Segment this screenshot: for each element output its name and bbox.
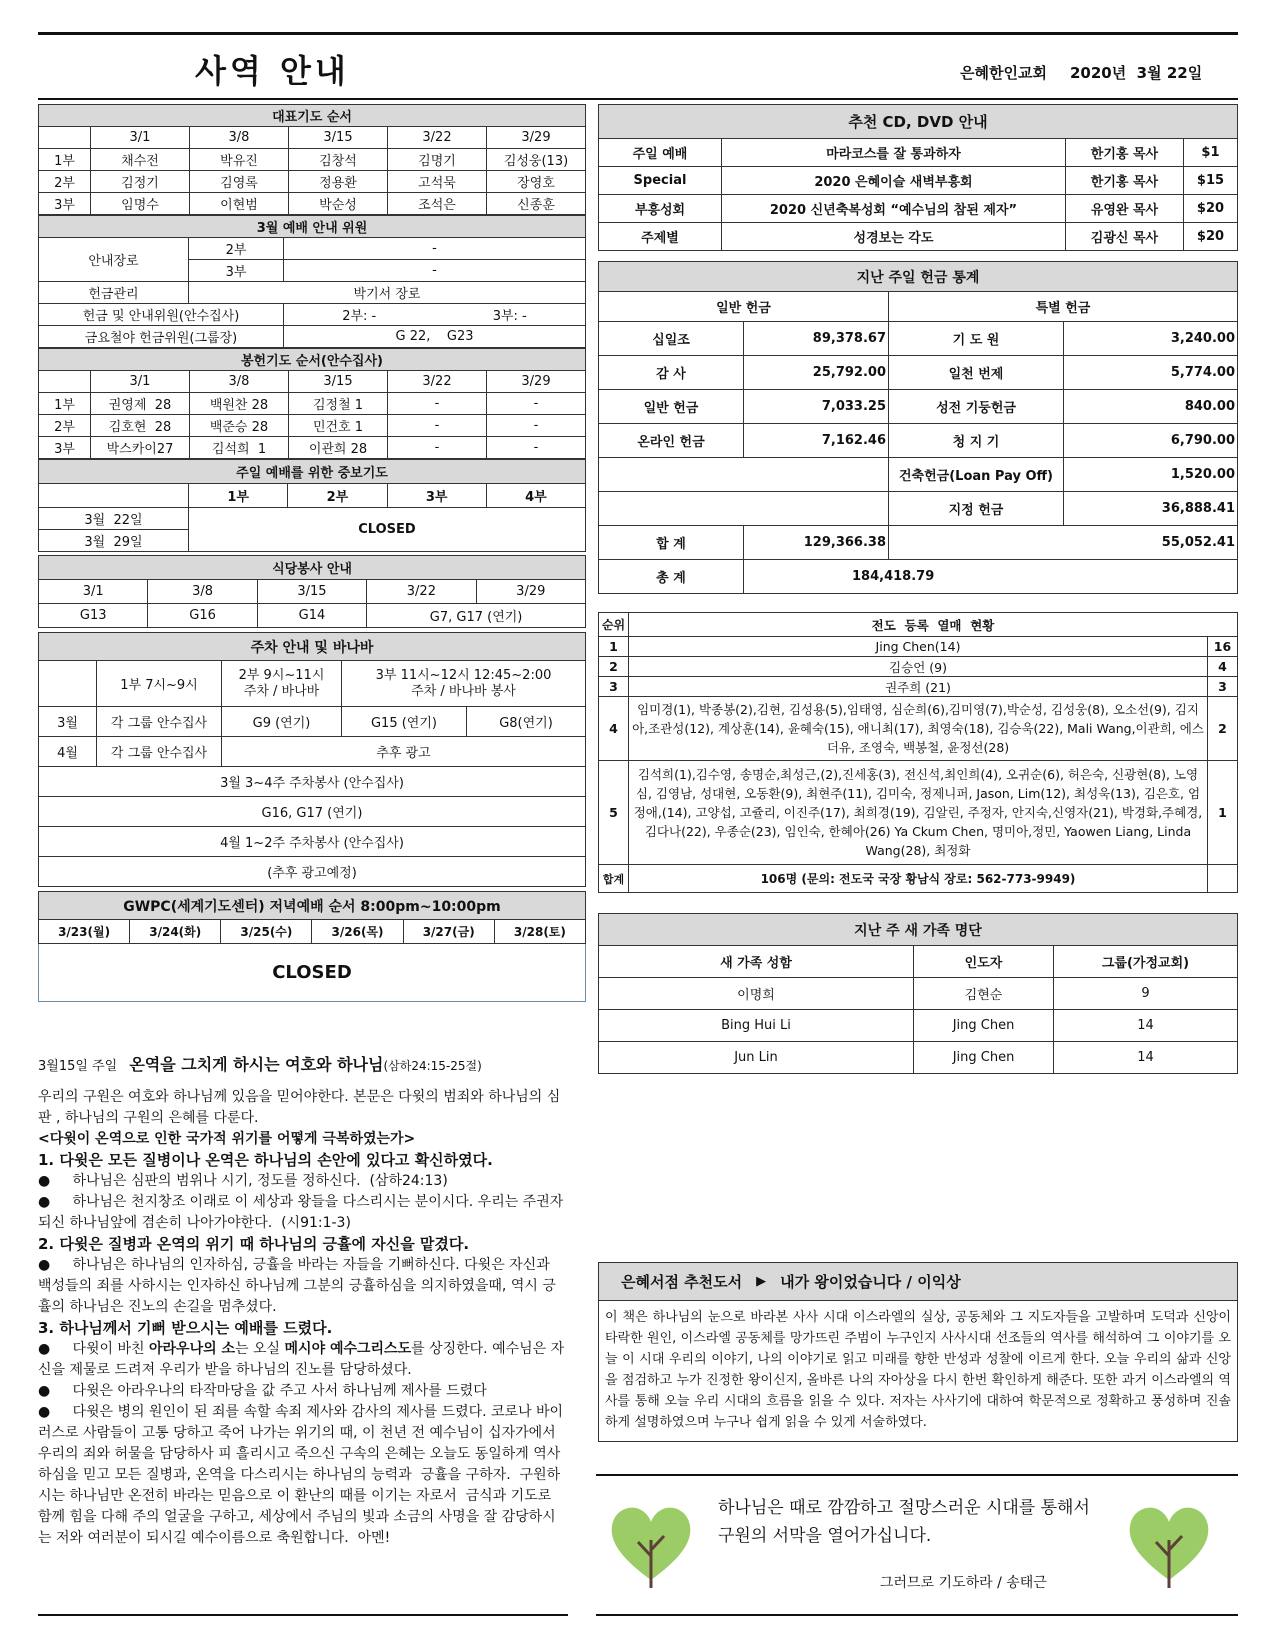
left-schedule-panel [38,104,586,1002]
heart-tree-icon [608,1500,694,1590]
rank-header: 순위 [599,613,629,637]
name-cell: 김석희 1 [190,437,289,459]
sermon-section [38,1052,566,1549]
service-label: 1부 [39,149,91,171]
book-title: 내가 왕이었습니다 / 이익상 [780,1273,961,1291]
corner-cell [39,127,91,149]
sermon-point-2: 2. 다윗은 질병과 온역의 위기 때 하나님의 긍휼에 자신을 맡겼다. [38,1235,470,1253]
date-cell: 3/8 [148,580,257,604]
cd-name: 2020 신년축복성회 “예수님의 참된 제자” [722,195,1066,223]
evangelists: 김승언 (9) [629,657,1208,677]
offering-label: 기 도 원 [889,322,1064,356]
deacon-s3: 3부: - [435,304,586,326]
sermon-bullet: ● 하나님은 하나님의 인자하심, 긍휼을 바라는 자들을 기뻐하신다. 다윗은 자신과 백성들의 죄를 사하시는 인자하신 하나님께 그분의 긍휼하심을 의지하였을때, 역시 긍휼의 하나님은 진노의 손길을 멈추셨다. [38,1257,556,1315]
total-label: 총 계 [599,560,744,594]
parking-cell: G8(연기) [467,707,586,737]
cd-name: 마라코스를 잘 통과하자 [722,139,1066,167]
book-panel [598,1262,1238,1442]
service-label: 1부 [39,393,91,415]
offering-amount: 6,790.00 [1064,424,1238,458]
service-label: 3부 [39,437,91,459]
quote-top-rule [596,1474,1238,1476]
sum-general: 129,366.38 [744,526,889,560]
date-cell: 3/15 [257,580,366,604]
name-cell: 장영호 [487,171,586,193]
newfamily-guide: Jing Chen [914,1042,1054,1074]
bulletin-date: 2020년 3월 22일 [1070,64,1203,82]
total-value: 184,418.79 [744,560,1238,594]
cd-speaker: 김광신 목사 [1065,223,1183,251]
date-cell: 3/29 [487,127,586,149]
gwpc-title: GWPC(세계기도센터) 저녁예배 순서 8:00pm~10:00pm [39,892,586,920]
deacon-s2: 2부: - [284,304,435,326]
cd-speaker: 유영완 목사 [1065,195,1183,223]
group-cell: G13 [39,604,148,628]
sermon-ref: (삼하24:15-25절) [383,1059,482,1073]
name-cell: - [388,437,487,459]
deacon-label: 헌금 및 안내위원(안수집사) [39,304,284,326]
name-cell: 임명수 [91,193,190,215]
offering-prayer-table [38,348,586,459]
day-cell: 3/23(월) [39,920,130,944]
name-cell: 신종훈 [487,193,586,215]
service-col: 1부 [189,484,288,508]
date-cell: 3/8 [190,127,289,149]
service-col: 3부 [387,484,486,508]
newfamily-name: Bing Hui Li [599,1010,914,1042]
group-cell: G7, G17 (연기) [367,604,586,628]
evangelism-title: 전도 등록 열매 현황 [629,613,1238,637]
offering-label: 일반 헌금 [599,390,744,424]
newfamily-group: 14 [1054,1042,1238,1074]
evangelists: Jing Chen(14) [629,637,1208,657]
group-cell: G16 [148,604,257,628]
date-cell: 3/15 [289,127,388,149]
month-label: 4월 [39,737,97,767]
count-cell: 1 [1208,761,1238,865]
rank-cell: 5 [599,761,629,865]
elder-label: 안내장로 [39,238,189,282]
sermon-text: 를 상징한다. 예수님은 자신을 제물로 드려져 우리가 받을 하나님의 진노를 담당하셨다. [38,1341,565,1378]
offering-amount: 5,774.00 [1064,356,1238,390]
parking-cell: G9 (연기) [222,707,342,737]
cd-price: $20 [1183,195,1237,223]
parking-cell: 각 그룹 안수집사 [97,707,222,737]
service-label: 2부 [189,238,284,260]
parking-h3: 3부 11시~12시 12:45~2:00 주차 / 바나바 봉사 [342,661,586,707]
cd-speaker: 한기홍 목사 [1065,167,1183,195]
heart-tree-icon [1126,1500,1212,1590]
bottom-rule-left [38,1614,568,1616]
newfamily-name: Jun Lin [599,1042,914,1074]
newfamily-name: 이명희 [599,978,914,1010]
sermon-bullet: ● 다윗은 아라우나의 타작마당을 값 주고 사서 하나님께 제사를 드렸다 [38,1383,487,1399]
date-cell: 3/22 [388,127,487,149]
newfamily-col: 새 가족 성함 [599,946,914,978]
date-cell: 3/1 [39,580,148,604]
evangelists: 권주희 (21) [629,677,1208,697]
sermon-emphasis: 메시야 예수그리스도 [284,1341,412,1357]
newfamily-title: 지난 주 새 가족 명단 [599,914,1238,946]
offering-title: 지난 주일 헌금 통계 [599,262,1238,292]
offering-value: 박기서 장로 [189,282,586,304]
cafeteria-table [38,555,586,628]
name-cell: 김영록 [190,171,289,193]
offering-amount: 36,888.41 [1064,492,1238,526]
name-cell: 김정철 1 [289,393,388,415]
offering-label: 청 지 기 [889,424,1064,458]
cafeteria-title: 식당봉사 안내 [39,556,586,580]
date-cell: 3월 29일 [39,530,189,552]
name-cell: - [487,437,586,459]
name-cell: - [388,393,487,415]
parking-cell: G15 (연기) [342,707,467,737]
name-cell: 이현범 [190,193,289,215]
book-header [599,1263,1237,1301]
special-offering-label: 특별 헌금 [889,292,1238,322]
ushers-table [38,215,586,348]
newfamily-guide: Jing Chen [914,1010,1054,1042]
offering-amount: 840.00 [1064,390,1238,424]
parking-h2: 2부 9시~11시 주차 / 바나바 [222,661,342,707]
sum-label: 합 계 [599,526,744,560]
date-cell: 3/15 [289,371,388,393]
name-cell: - [487,415,586,437]
church-name: 은혜한인교회 [960,64,1047,82]
general-offering-label: 일반 헌금 [599,292,889,322]
corner-cell [39,661,97,707]
service-col: 2부 [288,484,387,508]
day-cell: 3/28(토) [494,920,585,944]
cd-category: Special [599,167,722,195]
name-cell: 김호현 28 [91,415,190,437]
usher-value: - [284,238,586,260]
date-cell: 3월 22일 [39,508,189,530]
gwpc-status: CLOSED [39,944,586,1002]
name-cell: 김정기 [91,171,190,193]
evangelists: 김석희(1),김수영, 송명순,최성근,(2),진세홍(3), 전신석,최인희(4), 오귀순(6), 허은숙, 신광현(8), 노영심, 김영남, 성대현, 오동환(9), 최현주(11), 김미숙, 정제니퍼, Jason, Lim(12), 최성욱(13), 김은호, 엄정애,(14), 고양섭, 고쥴리, 이진주(17), 최희경(19), 김알린, 주정자, 안지숙,신영자(21), 박경화,주혜경,김다나(22), 우종순(23), 임인숙, 한혜아(26) Ya Ckum Chen, 명미아,정민, Yaowen Liang, Linda Wang(28), 최정화 [629,761,1208,865]
parking-row: (추후 광고예정) [39,857,586,887]
count-cell: 3 [1208,677,1238,697]
evangelism-table [598,612,1238,893]
newfamily-col: 인도자 [914,946,1054,978]
offering-label: 온라인 헌금 [599,424,744,458]
prayer-order-title: 대표기도 순서 [39,105,586,127]
rank-cell: 1 [599,637,629,657]
name-cell: - [388,415,487,437]
offering-label: 십일조 [599,322,744,356]
day-cell: 3/27(금) [403,920,494,944]
sum-label: 합계 [599,865,629,893]
parking-h1: 1부 7시~9시 [97,661,222,707]
usher-value: - [284,260,586,282]
sermon-question: <다윗이 온역으로 인한 국가적 위기를 어떻게 극복하였는가> [38,1131,416,1147]
cd-category: 부흥성회 [599,195,722,223]
offering-blank [599,458,889,492]
prayer-order-table [38,104,586,215]
offering-prayer-title: 봉헌기도 순서(안수집사) [39,349,586,371]
date-cell: 3/29 [476,580,585,604]
bottom-rule-right [596,1614,1238,1616]
sermon-title: 온역을 그치게 하시는 여호와 하나님 [129,1055,384,1074]
rank-cell: 3 [599,677,629,697]
name-cell: 민건호 1 [289,415,388,437]
cd-panel [598,104,1238,1074]
cd-price: $15 [1183,167,1237,195]
sermon-emphasis: 아라우나의 소 [149,1341,236,1357]
top-rule [38,32,1238,35]
service-label: 2부 [39,171,91,193]
sermon-intro: 우리의 구원은 여호와 하나님께 있음을 믿어야한다. 본문은 다윗의 범죄와 하나님의 심판 , 하나님의 구원의 은혜를 다룬다. [38,1089,561,1126]
service-label: 3부 [189,260,284,282]
evangelists: 임미경(1), 박종봉(2),김현, 김성용(5),임태영, 심순희(6),김미영(7),박순성, 김성웅(8), 오소선(9), 김지아,조관성(12), 계상훈(14), 윤혜숙(15), 애니최(17), 최영숙(18), 김승욱(22), Mali Wang,이관희, 에스더유, 조영숙, 백봉철, 윤정선(28) [629,697,1208,761]
date-cell: 3/22 [388,371,487,393]
newfamily-col: 그룹(가정교회) [1054,946,1238,978]
arrow-icon: ▶ [756,1274,767,1289]
sermon-bullet: ● 다윗은 병의 원인이 된 죄를 속할 속죄 제사와 감사의 제사를 드렸다. 코로나 바이러스로 사람들이 고통 당하고 죽어 나가는 위기의 때, 이 천년 전 예수님이 십자가에서 우리의 죄와 허물을 담당하사 피 흘리시고 죽으신 구속의 은혜는 오늘도 동일하게 역사하심을 믿고 모든 질병과, 온역을 다스리시는 하나님의 능력과 긍휼을 구하자. 구원하시는 하나님만 온전히 바라는 믿음으로 이 환난의 때를 이기는 자로서 금식과 기도로 함께 힘을 다해 주의 얼굴을 구하고, 세상에서 주님의 빛과 소금의 사명을 잘 감당하시는 저와 여러분이 되시길 예수이름으로 축원합니다. 아멘! [38,1404,564,1546]
gwpc-table [38,891,586,1002]
name-cell: 백원찬 28 [190,393,289,415]
cd-name: 2020 은혜이슬 새벽부흥회 [722,167,1066,195]
cd-title: 추천 CD, DVD 안내 [599,105,1238,139]
day-cell: 3/25(수) [221,920,312,944]
parking-title: 주차 안내 및 바나바 [39,633,586,661]
book-description: 이 책은 하나님의 눈으로 바라본 사사 시대 이스라엘의 실상, 공동체와 그 지도자들을 고발하며 도덕과 신앙이 타락한 원인, 이스라엘 공동체를 망가뜨린 주범이 누구인지 사사시대 선조들의 역사를 해석하여 그 이야기를 오늘 이 시대 우리의 이야기, 나의 이야기로 읽고 미래를 향한 반성과 성찰에 이르게 한다. 오늘 우리의 삶과 신앙을 점검하고 누가 진정한 왕이신지, 올바른 나의 자아상을 다시 한번 확인하게 해준다. 또한 과거 이스라엘의 역사를 통해 오늘 우리 시대의 흐름을 읽을 수 있다. 저자는 사사기에 대하여 학문적으로 정확하고 풍성하며 진솔하게 설명하였으며 누구나 쉽게 읽을 수 있게 서술하였다. [605,1310,1231,1430]
friday-value: G 22, G23 [284,326,586,348]
page-title: 사역 안내 [195,52,350,90]
sermon-point-1: 1. 다윗은 모든 질병이나 온역은 하나님의 손안에 있다고 확신하였다. [38,1151,493,1169]
cd-category: 주일 예배 [599,139,722,167]
date-cell: 3/22 [367,580,476,604]
offering-blank [599,492,889,526]
offering-label: 감 사 [599,356,744,390]
ushers-title: 3월 예배 안내 위원 [39,216,586,238]
intercession-table [38,459,586,552]
date-cell: 3/1 [91,127,190,149]
day-cell: 3/26(목) [312,920,403,944]
name-cell: 권영제 28 [91,393,190,415]
rank-cell: 2 [599,657,629,677]
service-col: 4부 [486,484,585,508]
parking-cell: 추후 광고 [222,737,586,767]
name-cell: 조석은 [388,193,487,215]
offering-amount: 3,240.00 [1064,322,1238,356]
cd-price: $1 [1183,139,1237,167]
date-cell: 3/1 [91,371,190,393]
offering-label: 일천 번제 [889,356,1064,390]
name-cell: 박순성 [289,193,388,215]
cd-price: $20 [1183,223,1237,251]
date-cell: 3/29 [487,371,586,393]
parking-row: 3월 3~4주 주차봉사 (안수집사) [39,767,586,797]
offering-amount: 7,033.25 [744,390,889,424]
sermon-bullet: ● 하나님은 심판의 범위나 시기, 정도를 정하신다. (삼하24:13) [38,1173,448,1189]
offering-amount: 89,378.67 [744,322,889,356]
quote-text: 하나님은 때로 깜깜하고 절망스러운 시대를 통해서 구원의 서막을 열어가십니다. [718,1498,1090,1546]
parking-row: 4월 1~2주 주차봉사 (안수집사) [39,827,586,857]
book-label: 은혜서점 추천도서 [621,1273,743,1291]
name-cell: 백준승 28 [190,415,289,437]
offering-amount: 1,520.00 [1064,458,1238,492]
corner-cell [39,484,189,508]
parking-row: G16, G17 (연기) [39,797,586,827]
intercession-status: CLOSED [189,508,586,552]
sum-special: 55,052.41 [889,526,1238,560]
offering-label: 성전 기둥헌금 [889,390,1064,424]
offering-amount: 7,162.46 [744,424,889,458]
group-cell: G14 [257,604,366,628]
count-cell: 4 [1208,657,1238,677]
name-cell: 김명기 [388,149,487,171]
sermon-date: 3월15일 주일 [38,1059,118,1074]
cd-table [598,104,1238,251]
intercession-title: 주일 예배를 위한 중보기도 [39,460,586,484]
sermon-bullet: ● 하나님은 천지창조 이래로 이 세상과 왕들을 다스리시는 분이시다. 우리는 주권자되신 하나님앞에 겸손히 나아가야한다. (시91:1-3) [38,1194,564,1231]
service-label: 3부 [39,193,91,215]
offering-label: 건축헌금(Loan Pay Off) [889,458,1064,492]
newfamily-table [598,913,1238,1074]
header-rule [38,98,1238,100]
cd-speaker: 한기홍 목사 [1065,139,1183,167]
newfamily-group: 9 [1054,978,1238,1010]
rank-cell: 4 [599,697,629,761]
sermon-text: ● 다윗이 바친 [38,1341,149,1357]
cd-category: 주제별 [599,223,722,251]
offering-label: 지정 헌금 [889,492,1064,526]
cd-name: 성경보는 각도 [722,223,1066,251]
name-cell: 이관희 28 [289,437,388,459]
day-cell: 3/24(화) [130,920,221,944]
service-label: 2부 [39,415,91,437]
name-cell: 김창석 [289,149,388,171]
name-cell: 정용환 [289,171,388,193]
date-cell: 3/8 [190,371,289,393]
month-label: 3월 [39,707,97,737]
name-cell: 박유진 [190,149,289,171]
evangelism-sum: 106명 (문의: 전도국 국장 황남식 장로: 562-773-9949) [629,865,1208,893]
sermon-point-3: 3. 하나님께서 기뻐 받으시는 예배를 드렸다. [38,1319,333,1337]
name-cell: 박스카이27 [91,437,190,459]
parking-table [38,632,586,887]
friday-label: 금요철야 헌금위원(그룹장) [39,326,284,348]
sermon-bullet [38,1339,566,1381]
name-cell: 김성웅(13) [487,149,586,171]
name-cell: 채수전 [91,149,190,171]
offering-table [598,261,1238,594]
sermon-heading [38,1052,566,1075]
quote-source: 그러므로 기도하라 / 송태근 [880,1575,1047,1591]
name-cell: - [487,393,586,415]
parking-cell: 각 그룹 안수집사 [97,737,222,767]
corner-cell [39,371,91,393]
sermon-text: 는 오실 [235,1341,285,1357]
newfamily-guide: 김현순 [914,978,1054,1010]
count-cell: 16 [1208,637,1238,657]
newfamily-group: 14 [1054,1010,1238,1042]
offering-amount: 25,792.00 [744,356,889,390]
evangelism-blank [1208,865,1238,893]
name-cell: 고석묵 [388,171,487,193]
offering-label: 헌금관리 [39,282,189,304]
count-cell: 2 [1208,697,1238,761]
